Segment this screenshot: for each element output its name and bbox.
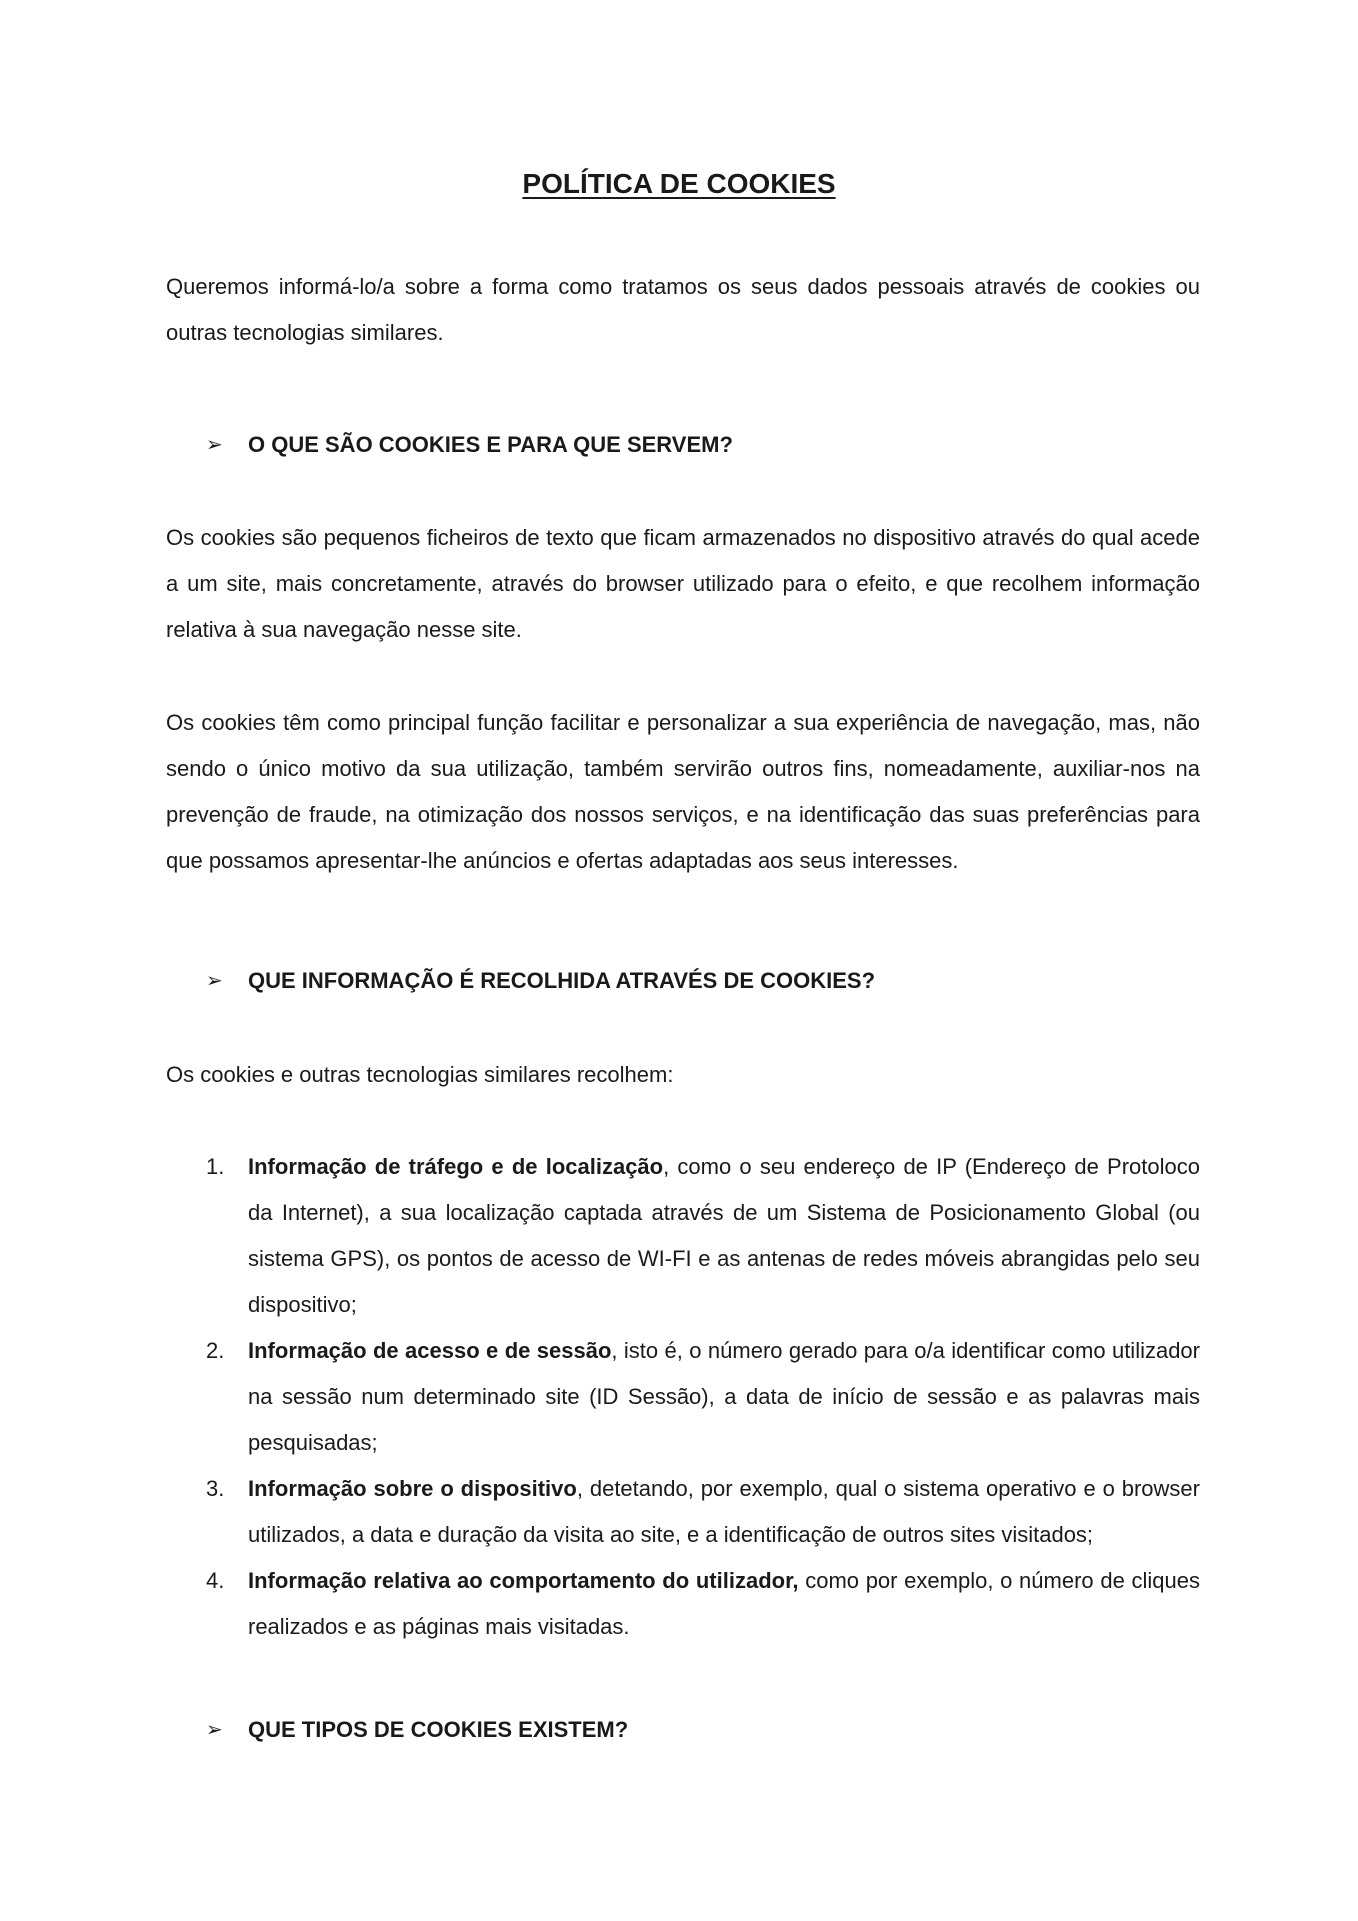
- arrowhead-bullet-icon: ➢: [206, 434, 223, 456]
- paragraph-collection-lead: Os cookies e outras tecnologias similares recolhem:: [166, 1062, 674, 1087]
- page-title: POLÍTICA DE COOKIES: [522, 168, 836, 199]
- section-heading-cookie-types: ➢ QUE TIPOS DE COOKIES EXISTEM?: [206, 1710, 1206, 1750]
- paragraph-cookies-purpose: Os cookies têm como principal função facilitar e personalizar a sua experiência de navegação, mas, não sendo o único motivo da sua utilização, também servirão outros fins, nomeadamente, auxiliar-nos na prevenção de fraude, na otimização dos nossos serviços, e na identificação das suas preferências para que possamos apresentar-lhe anúncios e ofertas adaptadas aos seus interesses.: [166, 710, 1200, 873]
- section-heading-information-collected: ➢ QUE INFORMAÇÃO É RECOLHIDA ATRAVÉS DE COOKIES?: [206, 961, 1206, 1001]
- list-item: 1. Informação de tráfego e de localização, como o seu endereço de IP (Endereço de Protoloco da Internet), a sua localização captada através de um Sistema de Posicionamento Global (ou sistema GPS), os pontos de acesso de WI-FI e as antenas de redes móveis abrangidas pelo seu dispositivo;: [206, 1154, 1201, 1317]
- list-item: 2. Informação de acesso e de sessão, isto é, o número gerado para o/a identificar como utilizador na sessão num determinado site (ID Sessão), a data de início de sessão e as palavras mais pesquisadas;: [206, 1338, 1200, 1455]
- list-item: 4. Informação relativa ao comportamento do utilizador, como por exemplo, o número de cliques realizados e as páginas mais visitadas.: [206, 1568, 1200, 1639]
- arrowhead-bullet-icon: ➢: [206, 1719, 223, 1741]
- arrowhead-bullet-icon: ➢: [206, 970, 223, 992]
- section-heading-what-are-cookies: ➢ O QUE SÃO COOKIES E PARA QUE SERVEM?: [206, 425, 1206, 465]
- information-collected-list: [166, 1144, 1200, 1650]
- paragraph-cookies-definition: Os cookies são pequenos ficheiros de texto que ficam armazenados no dispositivo através do qual acede a um site, mais concretamente, através do browser utilizado para o efeito, e que recolhem informação relativa à sua navegação nesse site.: [166, 525, 1200, 642]
- list-item: 3. Informação sobre o dispositivo, detetando, por exemplo, qual o sistema operativo e o browser utilizados, a data e duração da visita ao site, e a identificação de outros sites visitados;: [206, 1476, 1200, 1547]
- intro-paragraph: Queremos informá-lo/a sobre a forma como tratamos os seus dados pessoais através de cookies ou outras tecnologias similares.: [166, 274, 1200, 345]
